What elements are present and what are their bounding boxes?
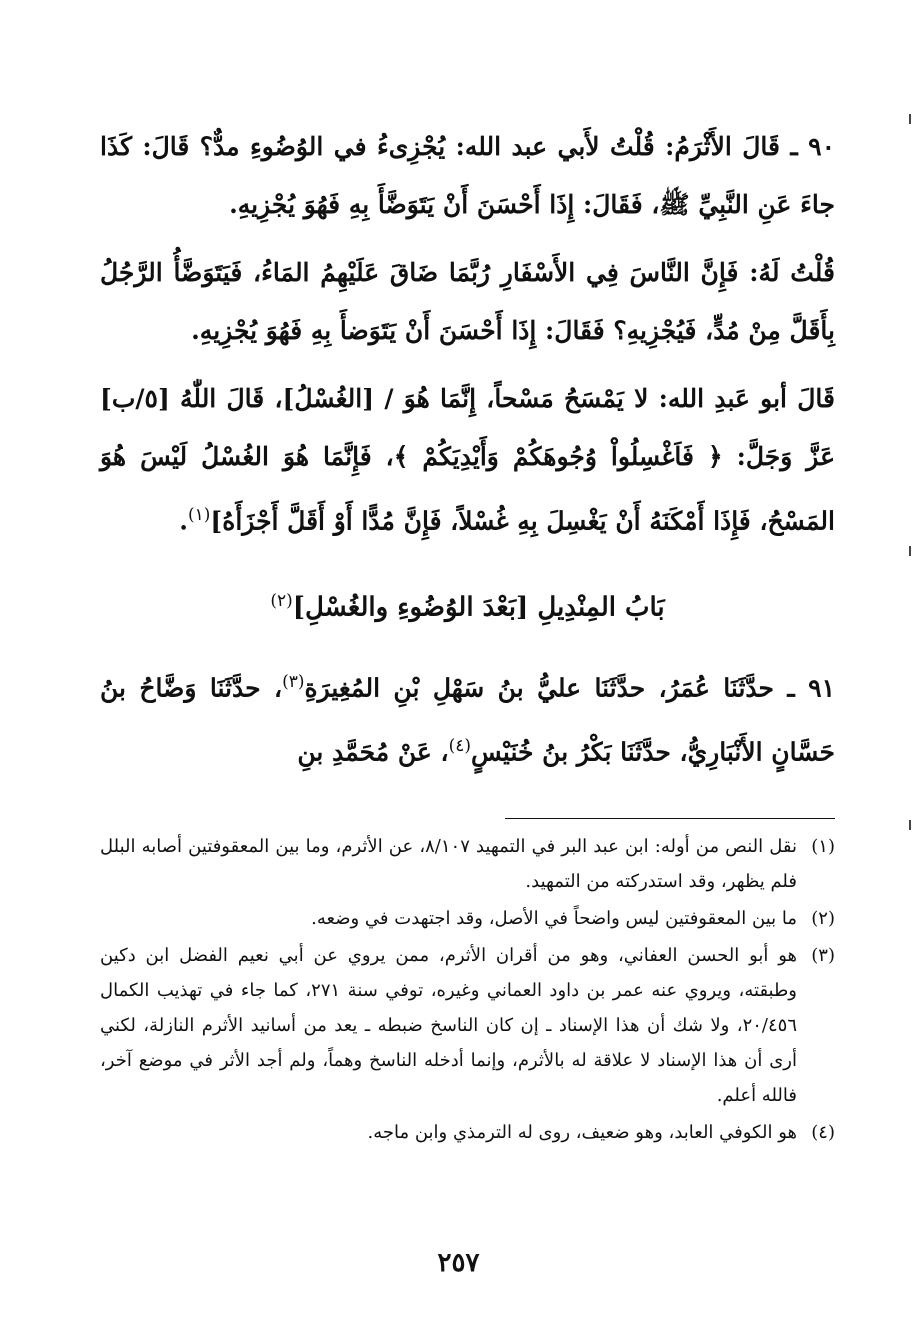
hadith-91-part1: ٩١ ـ حدَّثَنَا عُمَرُ، حدَّثَنَا عليُّ بنُ سَهْلِ بْنِ المُغِيرَةِ <box>304 673 835 703</box>
footnote-text: نقل النص من أوله: ابن عبد البر في التمهيد ٨/١٠٧، عن الأثرم، وما بين المعقوفتين أصابه البلل فلم يظهر، وقد استدركته من التمهيد. <box>100 836 797 892</box>
page-number: ٢٥٧ <box>437 1248 480 1278</box>
footnote-text: ما بين المعقوفتين ليس واضحاً في الأصل، وقد اجتهدت في وضعه. <box>311 908 797 929</box>
paragraph-91 <box>100 653 835 782</box>
paragraph-90: ٩٠ ـ قَالَ الأَثْرَمُ: قُلْتُ لأَبي عبد الله: يُجْزِىءُ في الوُضُوءِ مدٌّ؟ قَالَ: كَذَا جاءَ عَنِ النَّبِيِّ ﷺ، فَقَالَ: إِذَا أَحْسَنَ أَنْ يَتَوَضَّأَ بِهِ فَهُوَ يُجْزِيهِ. <box>100 132 835 219</box>
footnote-number: (٢) <box>811 908 835 929</box>
main-text <box>100 118 835 792</box>
hadith-91-part2: ، حدَّثَنَا وَضَّاحُ بنُ حَسَّانٍ الأَنْبَارِيُّ، حدَّثَنَا بَكْرُ بنُ خُنَيْسٍ <box>100 673 835 767</box>
paragraph-answer-text: قَالَ أبو عَبدِ الله: لا يَمْسَحُ مَسْحاً، إِنَّمَا هُوَ / [الغُسْلُ]، قَالَ اللّٰهُ [٥/ب] عَزَّ وَجَلَّ: ﴿ فَاَغْسِلُواْ وُجُوهَكُمْ وَأَيْدِيَكُمْ ﴾، فَإِنَّمَا هُوَ الغُسْلُ لَيْسَ هُوَ المَسْحُ، فَإِذَا أَمْكَنَهُ أَنْ يَغْسِلَ بِهِ غُسْلاً، فَإِنَّ مُدًّا أَوْ أَقَلَّ أَجْزَأَهُ] <box>100 384 835 536</box>
footnote-marker-3: (٣) <box>282 671 305 692</box>
section-heading <box>100 576 835 633</box>
paragraph-answer-tail: . <box>179 506 188 536</box>
footnote-1 <box>100 829 835 899</box>
footnote-text: هو الكوفي العابد، وهو ضعيف، روى له الترمذي وابن ماجه. <box>367 1122 797 1143</box>
footnote-marker-4: (٤) <box>448 736 472 757</box>
footnote-marker-1: (١) <box>187 505 211 525</box>
hadith-91-part3: ، عَنْ مُحَمَّدِ بنِ <box>297 737 449 767</box>
footnote-marker-2: (٢) <box>270 591 293 612</box>
paragraph-question: قُلْتُ لَهُ: فَإِنَّ النَّاسَ فِي الأَسْفَارِ رُبَّمَا ضَاقَ عَلَيْهِمُ المَاءُ، فَيَتَوَضَّأُ الرَّجُلُ بِأَقَلَّ مِنْ مُدٍّ، فَيُجْزِيهِ؟ فَقَالَ: إِذَا أَحْسَنَ أَنْ يَتَوَضأَ بِهِ فَهُوَ يُجْزِيهِ. <box>100 258 835 345</box>
section-heading-text: بَابُ المِنْدِيلِ [بَعْدَ الوُضُوءِ والغُسْلِ] <box>292 592 665 623</box>
footnote-divider <box>505 818 835 819</box>
scan-mark <box>909 114 911 124</box>
footnotes <box>100 818 835 1152</box>
footnote-number: (٣) <box>811 945 835 966</box>
paragraph-answer <box>100 370 835 550</box>
scan-mark <box>909 820 911 830</box>
footnote-3 <box>100 938 835 1113</box>
footnote-4 <box>100 1115 835 1150</box>
footnote-2 <box>100 901 835 936</box>
footnote-text: هو أبو الحسن العفاني، وهو من أقران الأثرم، ممن يروي عن أبي نعيم الفضل ابن دكين وطبقته، ويروي عنه عمر بن داود العماني وغيره، توفي سنة ٢٧١، كما جاء في تهذيب الكمال ٢٠/٤٥٦، ولا شك أن هذا الإسناد ـ إن كان الناسخ ضبطه ـ يعد من أسانيد الأثرم النازلة، لكني أرى أن هذا الإسناد لا علاقة له بالأثرم، وإنما أدخله الناسخ وهماً، ولم أجد الأثر في موضع آخر، فالله أعلم. <box>100 945 797 1106</box>
scan-mark <box>909 546 911 556</box>
footnote-number: (٤) <box>811 1122 835 1143</box>
footnote-number: (١) <box>811 836 835 857</box>
